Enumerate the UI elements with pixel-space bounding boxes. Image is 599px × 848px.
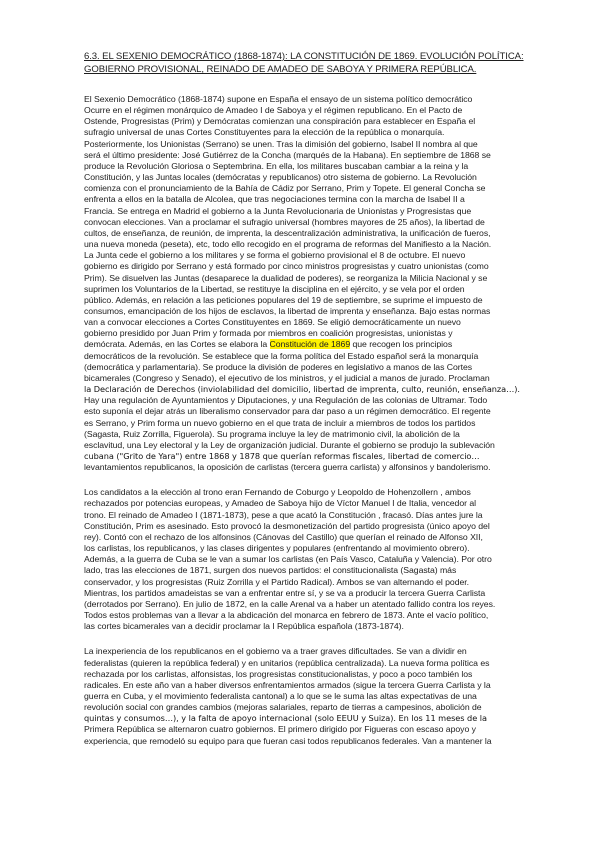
text-line: es Serrano, y Prim forma un nuevo gobierno en el que trata de incluir a miembros de todos los partidos (84, 417, 476, 428)
text-line: Ocurre en el régimen monárquico de Amadeo I de Saboya y el régimen republicano. En el Pacto de (84, 105, 463, 116)
text-line: lado, tras las elecciones de 1871, surgen dos nuevos partidos: el constitucionalista (Sagasta) más (84, 565, 457, 576)
text-line: rechazada por los carlistas, alfonsistas, los progresistas constitucionalistas, y poco a poco también los (84, 668, 473, 679)
text-line: convocan elecciones. Van a proclamar el sufragio universal (hombres mayores de 25 años), la libertad de (84, 216, 485, 227)
document-title (84, 50, 524, 76)
text-line-declaracion-derechos: la Declaración de Derechos (inviolabilidad del domicilio, libertad de imprenta, culto, reunión, enseñanza…). (84, 384, 520, 395)
text-line: Los candidatos a la elección al trono eran Fernando de Coburgo y Leopoldo de Hohenzollern , ambos (84, 487, 471, 498)
text-line: (derrotados por Serrano). En julio de 1872, en la calle Arenal va a haber un atentado fallido contra los reyes. (84, 598, 496, 609)
text-line: sufragio universal de unas Cortes Constituyentes para la elección de la república o monarquía. (84, 127, 445, 138)
text-line: (democrática y parlamentaria). Se produce la división de poderes en legislativo a manos de las Cortes (84, 361, 473, 372)
text-line: comienza con el pronunciamiento de la Bahía de Cádiz por Serrano, Prim y Topete. El general Concha se (84, 183, 486, 194)
text-line: Además, a la guerra de Cuba se le van a sumar los carlistas (en País Vasco, Cataluña y Valencia). Por otro (84, 554, 492, 565)
text-line: rechazados por potencias europeas, y Amadeo de Saboya hijo de Víctor Manuel I de Italia, vencedor al (84, 498, 476, 509)
text-run: demócrata. Además, en las Cortes se elabora la (84, 339, 270, 350)
text-line: produce la Revolución Gloriosa o Septembrina. En ella, los militares buscaban cambiar a la reina y la (84, 160, 469, 171)
text-line: Hay una regulación de Ayuntamientos y Diputaciones, y una Regulación de las colonias de Ultramar. Todo (84, 395, 488, 406)
text-line: gobierno es dirigido por Serrano y está formado por cinco ministros progresistas y cuatro unionistas (como (84, 261, 489, 272)
text-line (84, 339, 524, 350)
text-line: bicamerales (Congreso y Senado), el ejecutivo de los ministros, y el judicial a manos de jurado. Proclaman (84, 372, 490, 383)
paragraph-sexenio-intro (84, 94, 524, 473)
text-line: Mientras, los partidos amadeistas se van a enfrentar entre sí, y se va a producir la tercera Guerra Carlista (84, 587, 486, 598)
text-line: consumos, emancipación de los hijos de esclavos, la libertad de imprenta y enseñanza. Bajo estas normas (84, 305, 491, 316)
text-line: trono. El reinado de Amadeo I (1871-1873), pese a que acató la Constitución , fracasó. Días antes jure la (84, 509, 483, 520)
text-line: público. Además, en relación a las peticiones populares del 19 de septiembre, se suprime el impuesto de (84, 294, 483, 305)
text-line: será el último presidente: José Gutiérrez de la Concha (marqués de la Habana). En septiembre de 1868 se (84, 149, 491, 160)
text-line: cultos, de enseñanza, de reunión, de imprenta, la descentralización administrativa, la unificación de fueros, (84, 227, 491, 238)
text-line: suprimen los Voluntarios de la Libertad, se restituye la disciplina en el ejército, y se vela por el orden (84, 283, 465, 294)
text-line-quintas-consumos: quintas y consumos…), y la falta de apoyo internacional (solo EEUU y Suiza). En los 11 meses de la (84, 713, 487, 724)
text-line: guerra en Cuba, y el movimiento federalista cantonal) a lo que se le suma las altas expectativas de una (84, 690, 477, 701)
text-line: radicales. En este año van a haber diversos enfrentamientos armados (sigue la tercera Guerra Carlista y la (84, 679, 491, 690)
text-line: La Junta cede el gobierno a los militares y se forma el gobierno provisional el 8 de octubre. El nuevo (84, 250, 466, 261)
text-line: Francia. Se entrega en Madrid el gobierno a la Junta Revolucionaria de Unionistas y Progresistas que (84, 205, 472, 216)
text-line: federalistas (quieren la república federal) y en unitarios (república centralizada). La nueva forma política es (84, 657, 490, 668)
text-line: una nueva moneda (peseta), etc, todo ello recogido en el programa de reformas del Manifiesto a la Nación. (84, 239, 492, 250)
text-line: El Sexenio Democrático (1868-1874) supone en España el ensayo de un sistema político democrático (84, 94, 473, 104)
text-line: enfrenta a ellos en la batalla de Alcolea, que tras negociaciones termina con la marcha de Isabel II a (84, 194, 465, 205)
text-line: levantamientos republicanos, la oposición de carlistas (tercera guerra carlista) y alfonsinos y bandolerismo. (84, 462, 491, 473)
text-line: experiencia, que remodeló su equipo para que fueran casi todos republicanos federales. Van a mantener la (84, 735, 492, 746)
text-line: revolución social con grandes cambios (mejoras salariales, reparto de tierras a campesinos, abolición de (84, 702, 482, 713)
title-line: 6.3. EL SEXENIO DEMOCRÁTICO (1868-1874): LA CONSTITUCIÓN DE 1869. EVOLUCIÓN POLÍTICA: (84, 51, 524, 62)
text-line: Constitución, y las Juntas locales (demócratas y republicanos) otro sistema de gobierno. La Revolución (84, 172, 477, 183)
text-line: Prim). Se disuelven las Juntas (desaparece la dualidad de poderes), se reorganiza la Milicia Nacional y se (84, 272, 488, 283)
highlighted-constitution-1869: Constitución de 1869 (269, 339, 351, 350)
text-line: rey). Contó con el rechazo de los alfonsinos (Cánovas del Castillo) que querían el reinado de Alfonso XII, (84, 531, 483, 542)
text-line: esclavitud, una Ley electoral y la Ley de organización judicial. Durante el gobierno se produjo la sublevación (84, 439, 495, 450)
text-line: Ostende, Progresistas (Prim) y Demócratas comienzan una conspiración para establecer en España el (84, 116, 476, 127)
text-line: las cortes bicamerales van a decidir proclamar la I República española (1873-1874). (84, 621, 404, 632)
document-page (84, 50, 524, 747)
text-line-grito-de-yara: cubana ("Grito de Yara") entre 1868 y 1878 que querían reformas fiscales, libertad de comercio… (84, 451, 480, 461)
paragraph-amadeo (84, 487, 524, 632)
text-line: democráticos de la revolución. Se establece que la forma política del Estado español será la monarquía (84, 350, 479, 361)
text-line: conservador, y los progresistas (Ruiz Zorrilla y el Partido Radical). Ambos se van alternando el poder. (84, 576, 470, 587)
text-line: los carlistas, los republicanos, y las clases dirigentes y populares (enfrentando al movimiento obrero). (84, 543, 470, 554)
text-line: La inexperiencia de los republicanos en el gobierno va a traer graves dificultades. Se van a dividir en (84, 646, 467, 657)
title-line: GOBIERNO PROVISIONAL, REINADO DE AMADEO DE SABOYA Y PRIMERA REPÚBLICA. (84, 64, 477, 75)
text-line: van a convocar elecciones a Cortes Constituyentes en 1869. Se eligió democráticamente un nuevo (84, 317, 461, 328)
text-line: Todos estos problemas van a llevar a la abdicación del monarca en febrero de 1873. Ante el vacío político, (84, 610, 489, 621)
text-line: esto suponía el dejar atrás un liberalismo conservador para dar paso a un régimen democrático. El regente (84, 406, 491, 417)
text-line: (Sagasta, Ruiz Zorrilla, Figuerola). Su programa incluye la ley de matrimonio civil, la abolición de la (84, 428, 460, 439)
text-line: Posteriormente, los Unionistas (Serrano) se unen. Tras la dimisión del gobierno, Isabel II nombra al que (84, 138, 478, 149)
text-run: que recogen los principios (350, 339, 453, 350)
text-line: gobierno presidido por Juan Prim y formada por miembros en coalición progresistas, unionistas y (84, 328, 453, 339)
paragraph-primera-republica (84, 646, 524, 746)
text-line: Primera República se alternaron cuatro gobiernos. El primero dirigido por Figueras con escaso apoyo y (84, 724, 476, 735)
text-line: Constitución, Prim es asesinado. Esto provocó la desmonetización del partido progresista (único apoyo del (84, 520, 490, 531)
